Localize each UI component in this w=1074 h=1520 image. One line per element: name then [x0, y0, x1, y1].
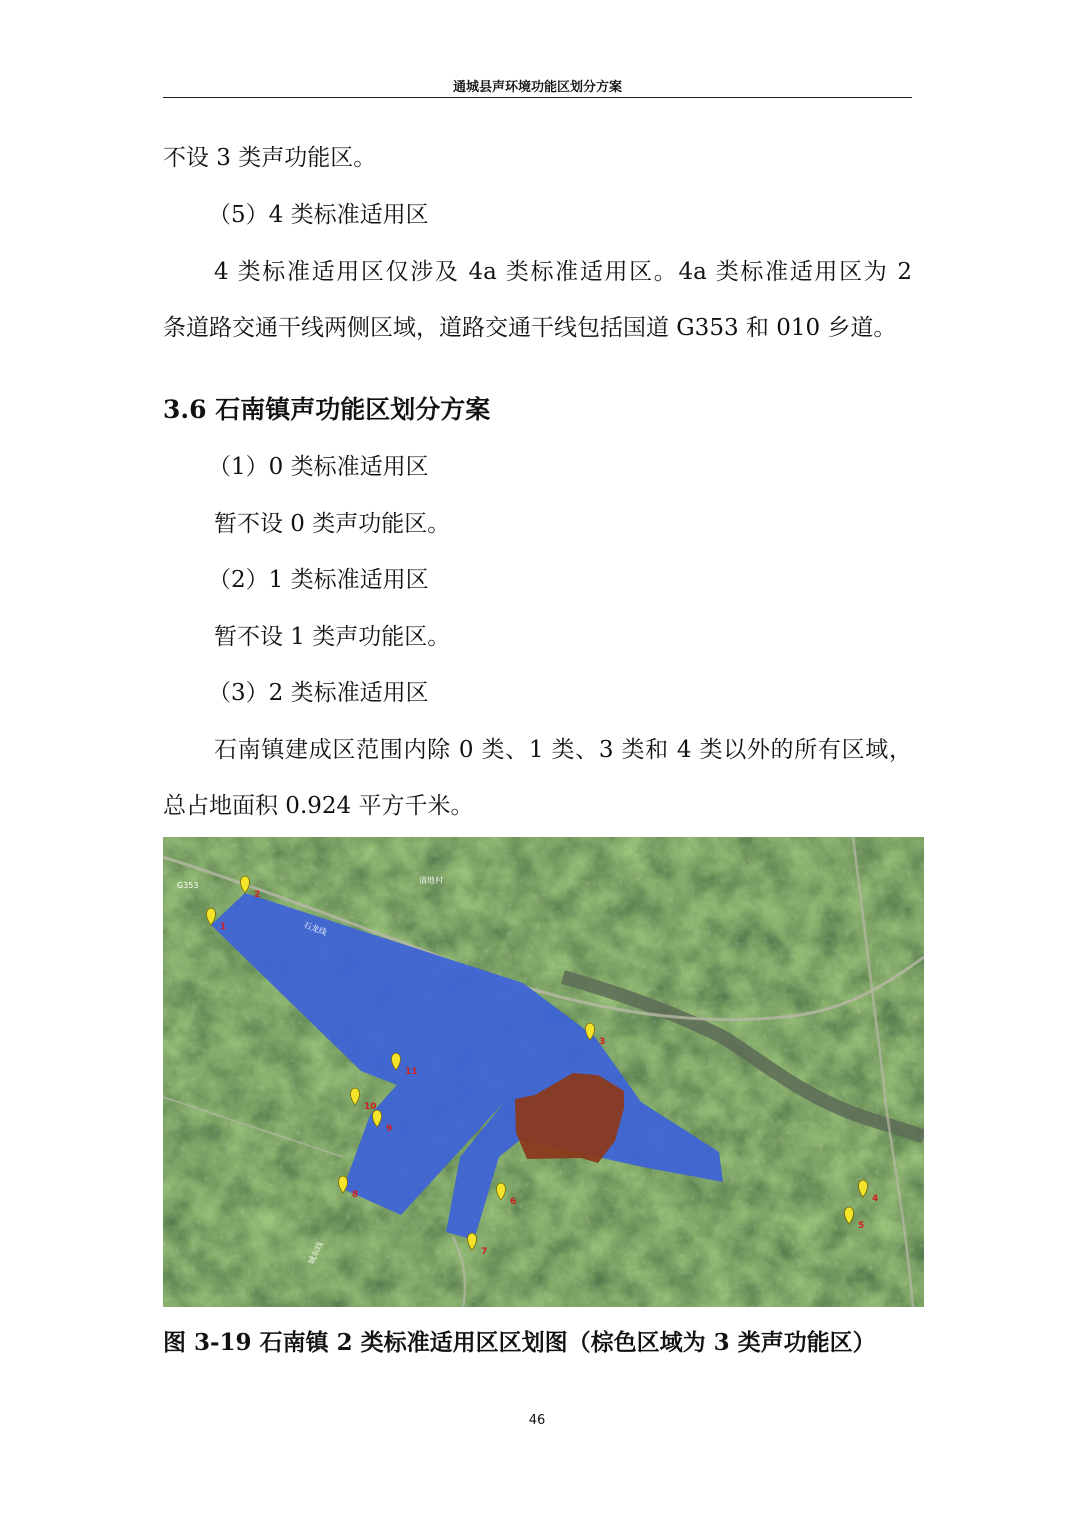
subheading-class2: （3）2 类标准适用区	[208, 680, 429, 706]
section-heading: 3.6 石南镇声功能区划分方案	[163, 395, 491, 424]
paragraph-line: 条道路交通干线两侧区域，道路交通干线包括国道 G353 和 010 乡道。	[163, 315, 897, 341]
marker-label: 2	[254, 890, 261, 900]
marker-label: 6	[510, 1197, 517, 1207]
marker-label: 5	[858, 1221, 865, 1231]
running-header: 通城县声环境功能区划分方案	[452, 80, 622, 95]
paragraph-line: 不设 3 类声功能区。	[163, 145, 377, 171]
paragraph-line: 总占地面积 0.924 平方千米。	[163, 793, 474, 819]
road-label-g353: G353	[177, 881, 199, 890]
subheading-class1: （2）1 类标准适用区	[208, 567, 429, 593]
road-label: 城东线	[306, 1240, 325, 1266]
marker-label: 10	[364, 1102, 377, 1112]
marker-label: 1	[220, 922, 227, 932]
marker-label: 7	[481, 1247, 488, 1257]
road-label: 清地村	[419, 876, 443, 885]
marker-label: 9	[386, 1124, 393, 1134]
marker-label: 11	[405, 1067, 418, 1077]
paragraph-line: 4 类标准适用区仅涉及 4a 类标准适用区。4a 类标准适用区为 2	[214, 259, 912, 285]
header-rule	[163, 97, 912, 98]
page-number: 46	[528, 1413, 546, 1428]
marker-label: 4	[872, 1194, 879, 1204]
zoning-map	[163, 837, 924, 1307]
subheading-class0: （1）0 类标准适用区	[208, 454, 429, 480]
figure-caption: 图 3-19 石南镇 2 类标准适用区区划图（棕色区域为 3 类声功能区）	[163, 1329, 876, 1356]
paragraph-line: 石南镇建成区范围内除 0 类、1 类、3 类和 4 类以外的所有区域，	[214, 737, 912, 763]
marker-label: 3	[599, 1037, 606, 1047]
paragraph-line: 暂不设 0 类声功能区。	[214, 511, 451, 537]
marker-label: 8	[352, 1190, 359, 1200]
road-label: 石龙线	[302, 920, 328, 938]
subheading-class4: （5）4 类标准适用区	[208, 202, 429, 228]
paragraph-line: 暂不设 1 类声功能区。	[214, 624, 451, 650]
